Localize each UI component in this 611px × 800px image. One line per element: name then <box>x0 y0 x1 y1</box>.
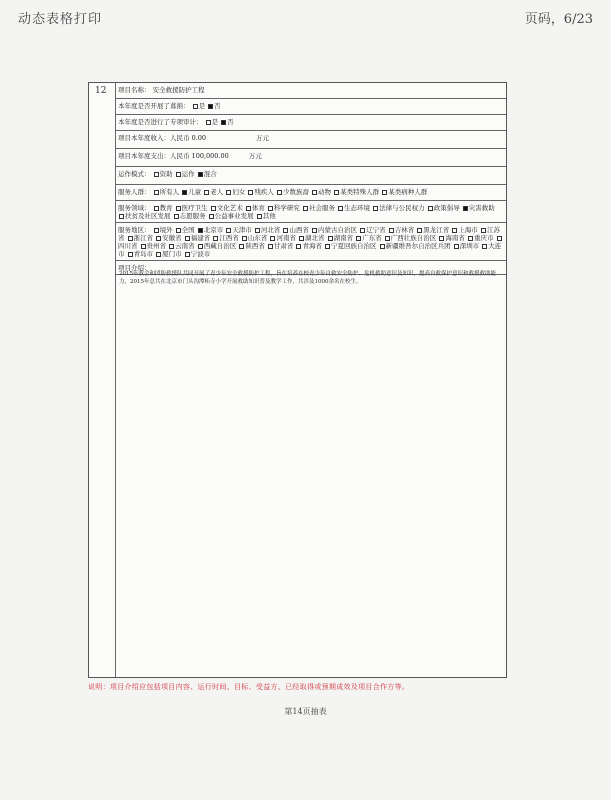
area-checkbox[interactable] <box>185 236 190 241</box>
area-label: 山西省 <box>289 226 309 234</box>
area-label: 黑龙江省 <box>423 226 450 234</box>
field-label: 体育 <box>251 204 265 212</box>
income-row <box>115 131 506 149</box>
area-label: 宁波市 <box>190 250 211 258</box>
area-label: 安徽省 <box>162 234 182 242</box>
field-label: 灾害救助 <box>468 204 495 212</box>
field-checkbox[interactable] <box>174 214 179 219</box>
area-label: 吉林省 <box>394 226 415 234</box>
area-label: 内蒙古自治区 <box>318 226 358 234</box>
service-fields-row <box>115 201 506 223</box>
group-checkbox[interactable] <box>382 190 387 195</box>
income-label: 项目本年度收入：人民币 0.00 <box>118 134 207 142</box>
area-label: 西藏自治区 <box>203 242 237 250</box>
service-areas-label: 服务地区： <box>118 226 151 234</box>
area-checkbox[interactable] <box>176 228 181 233</box>
field-label: 其他 <box>262 212 276 220</box>
group-checkbox[interactable] <box>334 190 339 195</box>
area-checkbox[interactable] <box>141 244 146 249</box>
area-checkbox[interactable] <box>389 228 394 233</box>
area-checkbox[interactable] <box>242 236 247 241</box>
area-checkbox[interactable] <box>452 228 457 233</box>
audit-no-checkbox[interactable] <box>221 120 226 125</box>
audit-yes-label: 是 <box>211 118 219 126</box>
area-checkbox[interactable] <box>417 228 422 233</box>
area-label: 广西壮族自治区 <box>390 234 437 242</box>
area-label: 浙江省 <box>133 234 154 242</box>
area-label: 海南省 <box>445 234 465 242</box>
field-label: 政策倡导 <box>433 204 460 212</box>
form-rows <box>115 83 506 275</box>
area-label: 江西省 <box>219 234 239 242</box>
field-label: 法律与公民权力 <box>379 204 425 212</box>
field-checkbox[interactable] <box>211 206 216 211</box>
project-name-row <box>115 83 506 99</box>
operation-fund-checkbox[interactable] <box>154 172 159 177</box>
field-checkbox[interactable] <box>428 206 433 211</box>
area-label: 云南省 <box>175 242 195 250</box>
operation-fund-label: 资助 <box>159 170 173 178</box>
area-checkbox[interactable] <box>299 236 304 241</box>
area-checkbox[interactable] <box>198 228 203 233</box>
operation-mixed-checkbox[interactable] <box>198 172 203 177</box>
operation-label: 运作模式： <box>118 170 151 178</box>
area-checkbox[interactable] <box>270 236 275 241</box>
group-label: 残疾人 <box>254 188 274 196</box>
field-label: 志愿服务 <box>179 212 206 220</box>
area-checkbox[interactable] <box>268 244 273 249</box>
field-checkbox[interactable] <box>176 206 181 211</box>
operation-run-label: 运作 <box>181 170 195 178</box>
area-checkbox[interactable] <box>356 236 361 241</box>
area-label: 厦门市 <box>162 250 182 258</box>
area-label: 河北省 <box>260 226 281 234</box>
area-label: 深圳市 <box>459 242 480 250</box>
area-checkbox[interactable] <box>482 244 487 249</box>
area-checkbox[interactable] <box>312 228 317 233</box>
header-title: 动态表格打印 <box>18 12 103 27</box>
group-label: 儿童 <box>188 188 202 196</box>
area-checkbox[interactable] <box>156 236 161 241</box>
area-checkbox[interactable] <box>156 252 161 257</box>
service-groups-label: 服务人群： <box>118 188 151 196</box>
group-label: 某类病种人群 <box>388 188 428 196</box>
fundraising-yes-checkbox[interactable] <box>193 104 198 109</box>
group-checkbox[interactable] <box>182 190 187 195</box>
area-checkbox[interactable] <box>325 244 330 249</box>
group-checkbox[interactable] <box>154 190 159 195</box>
area-label: 天津市 <box>232 226 252 234</box>
area-label: 青海省 <box>302 242 322 250</box>
field-checkbox[interactable] <box>338 206 343 211</box>
field-checkbox[interactable] <box>154 206 159 211</box>
area-checkbox[interactable] <box>481 228 486 233</box>
field-checkbox[interactable] <box>463 206 468 211</box>
group-label: 某类特殊人群 <box>340 188 380 196</box>
group-label: 妇女 <box>232 188 246 196</box>
expense-unit: 万元 <box>248 152 262 160</box>
field-checkbox[interactable] <box>268 206 273 211</box>
area-label: 山东省 <box>247 234 268 242</box>
area-checkbox[interactable] <box>380 244 385 249</box>
fundraising-yes-label: 是 <box>198 102 206 110</box>
area-checkbox[interactable] <box>283 228 288 233</box>
field-label: 科学研究 <box>273 204 300 212</box>
area-label: 全国 <box>181 226 195 234</box>
page-number: 页码，6/23 <box>524 12 593 27</box>
area-checkbox[interactable] <box>255 228 260 233</box>
area-label: 新疆维吾尔自治区兵团 <box>385 242 451 250</box>
fundraising-label: 本年度是否开展了募捐： <box>118 102 190 110</box>
area-label: 福建省 <box>190 234 211 242</box>
group-label: 少数族裔 <box>282 188 309 196</box>
operation-mixed-label: 混合 <box>203 170 217 178</box>
field-label: 教育 <box>159 204 173 212</box>
group-label: 老人 <box>210 188 224 196</box>
project-name: 项目名称： 安全救援防护工程 <box>118 86 205 94</box>
area-checkbox[interactable] <box>128 236 133 241</box>
group-checkbox[interactable] <box>226 190 231 195</box>
area-label: 北京市 <box>203 226 224 234</box>
area-checkbox[interactable] <box>169 244 174 249</box>
page-footer: 第14页抽表 <box>284 707 327 716</box>
income-unit: 万元 <box>256 134 270 142</box>
group-checkbox[interactable] <box>277 190 282 195</box>
field-checkbox[interactable] <box>246 206 251 211</box>
area-label: 大连市 <box>118 242 502 258</box>
audit-label: 本年度是否进行了专项审计： <box>118 118 203 126</box>
fundraising-row <box>115 99 506 115</box>
expense-label: 项目本年度支出：人民币 100,000.00 <box>118 152 229 160</box>
area-label: 河南省 <box>276 234 296 242</box>
fundraising-no-checkbox[interactable] <box>208 104 213 109</box>
area-label: 上海市 <box>458 226 478 234</box>
area-label: 广东省 <box>362 234 382 242</box>
field-checkbox[interactable] <box>257 214 262 219</box>
row-number-column <box>89 83 116 677</box>
project-form-table <box>88 82 507 678</box>
area-checkbox[interactable] <box>439 236 444 241</box>
area-checkbox[interactable] <box>468 236 473 241</box>
area-checkbox[interactable] <box>226 228 231 233</box>
row-number: 12 <box>95 86 107 96</box>
area-label: 辽宁省 <box>366 226 386 234</box>
field-checkbox[interactable] <box>119 214 124 219</box>
area-checkbox[interactable] <box>360 228 365 233</box>
field-checkbox[interactable] <box>373 206 378 211</box>
expense-row <box>115 149 506 167</box>
group-checkbox[interactable] <box>312 190 317 195</box>
area-label: 甘肃省 <box>273 242 294 250</box>
area-label: 宁夏回族自治区 <box>331 242 377 250</box>
area-label: 境外 <box>159 226 173 234</box>
project-intro-text: 2015年我会和团防救援队共同开展了青少年安全救援防护工程，旨在培养在校青少年自救安全防护、危机救助意识及知识，提高自救保护意识和救援救助能力，2015年总共在北京市门头沟潭柘寺小学开展救助知识普及教学工作，共涉及1000余名在校生。 <box>119 271 497 285</box>
area-checkbox[interactable] <box>497 236 502 241</box>
field-label: 社会服务 <box>308 204 335 212</box>
area-label: 青岛市 <box>133 250 154 258</box>
area-label: 陕西省 <box>245 242 265 250</box>
field-label: 文化艺术 <box>216 204 243 212</box>
service-areas-row <box>115 223 506 261</box>
field-label: 扶贫及社区发展 <box>125 212 171 220</box>
area-checkbox[interactable] <box>198 244 203 249</box>
field-label: 医疗卫生 <box>181 204 208 212</box>
service-fields-label: 服务领域： <box>118 204 151 212</box>
audit-row <box>115 115 506 131</box>
area-label: 贵州省 <box>146 242 167 250</box>
field-label: 公益事业发展 <box>214 212 254 220</box>
area-label: 湖北省 <box>305 234 325 242</box>
fundraising-no-label: 否 <box>214 102 221 110</box>
field-label: 生态环境 <box>344 204 371 212</box>
area-checkbox[interactable] <box>154 228 159 233</box>
area-checkbox[interactable] <box>185 252 190 257</box>
group-checkbox[interactable] <box>204 190 209 195</box>
form-note: 说明：项目介绍应包括项目内容、运行时间、目标、受益方、已经取得或预期成效及项目合作方等。 <box>88 683 410 691</box>
area-checkbox[interactable] <box>128 252 133 257</box>
field-checkbox[interactable] <box>303 206 308 211</box>
area-label: 四川省 <box>118 242 138 250</box>
operation-run-checkbox[interactable] <box>176 172 181 177</box>
area-label: 湖南省 <box>333 234 354 242</box>
group-label: 动物 <box>318 188 332 196</box>
operation-row <box>115 167 506 185</box>
field-checkbox[interactable] <box>209 214 214 219</box>
area-checkbox[interactable] <box>454 244 459 249</box>
area-checkbox[interactable] <box>385 236 390 241</box>
area-checkbox[interactable] <box>213 236 218 241</box>
area-label: 重庆市 <box>473 234 494 242</box>
area-checkbox[interactable] <box>239 244 244 249</box>
group-label: 所有人 <box>159 188 180 196</box>
audit-yes-checkbox[interactable] <box>206 120 211 125</box>
area-checkbox[interactable] <box>328 236 333 241</box>
intro-label: 项目介绍： <box>118 264 151 272</box>
area-label: 江苏省 <box>118 226 500 242</box>
area-checkbox[interactable] <box>296 244 301 249</box>
audit-no-label: 否 <box>227 118 234 126</box>
group-checkbox[interactable] <box>248 190 253 195</box>
service-groups-row <box>115 185 506 201</box>
